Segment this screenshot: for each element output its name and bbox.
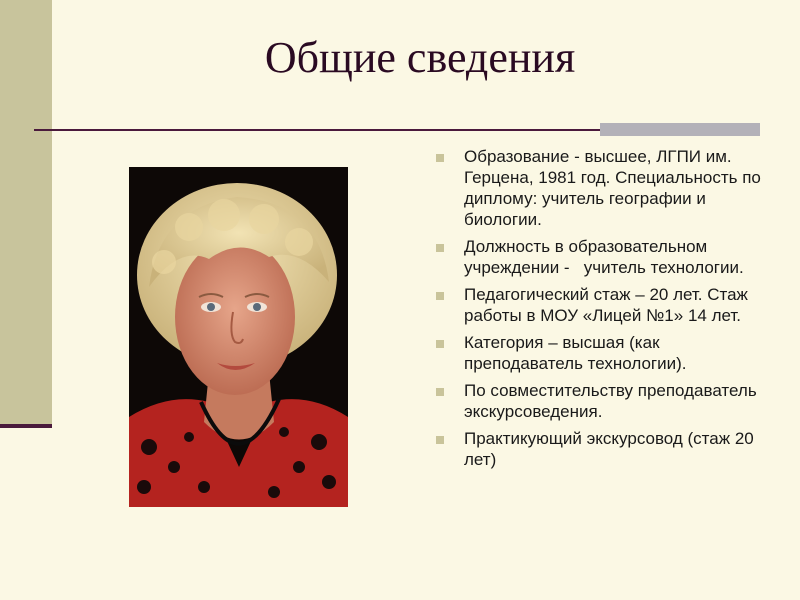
bullet-text: Должность в образовательном учреждении - учитель технологии.	[464, 237, 744, 277]
bullet-text: Практикующий экскурсовод (стаж 20 лет)	[464, 429, 754, 469]
square-bullet-icon	[436, 340, 444, 348]
portrait-photo	[129, 167, 348, 507]
square-bullet-icon	[436, 244, 444, 252]
square-bullet-icon	[436, 292, 444, 300]
list-item	[436, 428, 766, 470]
bullet-text: Категория – высшая (как преподаватель технологии).	[464, 333, 687, 373]
info-bullet-list	[436, 146, 766, 476]
portrait-illustration	[129, 167, 348, 507]
divider-accent-block	[600, 123, 760, 136]
list-item	[436, 380, 766, 422]
bullet-text: Образование - высшее, ЛГПИ им. Герцена, 1981 год. Специальность по диплому: учитель географии и биологии.	[464, 147, 761, 229]
list-item	[436, 236, 766, 278]
square-bullet-icon	[436, 388, 444, 396]
bullet-text: По совместительству преподаватель экскурсоведения.	[464, 381, 757, 421]
slide-title: Общие сведения	[264, 33, 576, 82]
square-bullet-icon	[436, 154, 444, 162]
square-bullet-icon	[436, 436, 444, 444]
list-item	[436, 284, 766, 326]
left-accent-line	[0, 424, 52, 428]
bullet-text: Педагогический стаж – 20 лет. Стаж работы в МОУ «Лицей №1» 14 лет.	[464, 285, 748, 325]
list-item	[436, 146, 766, 230]
list-item	[436, 332, 766, 374]
